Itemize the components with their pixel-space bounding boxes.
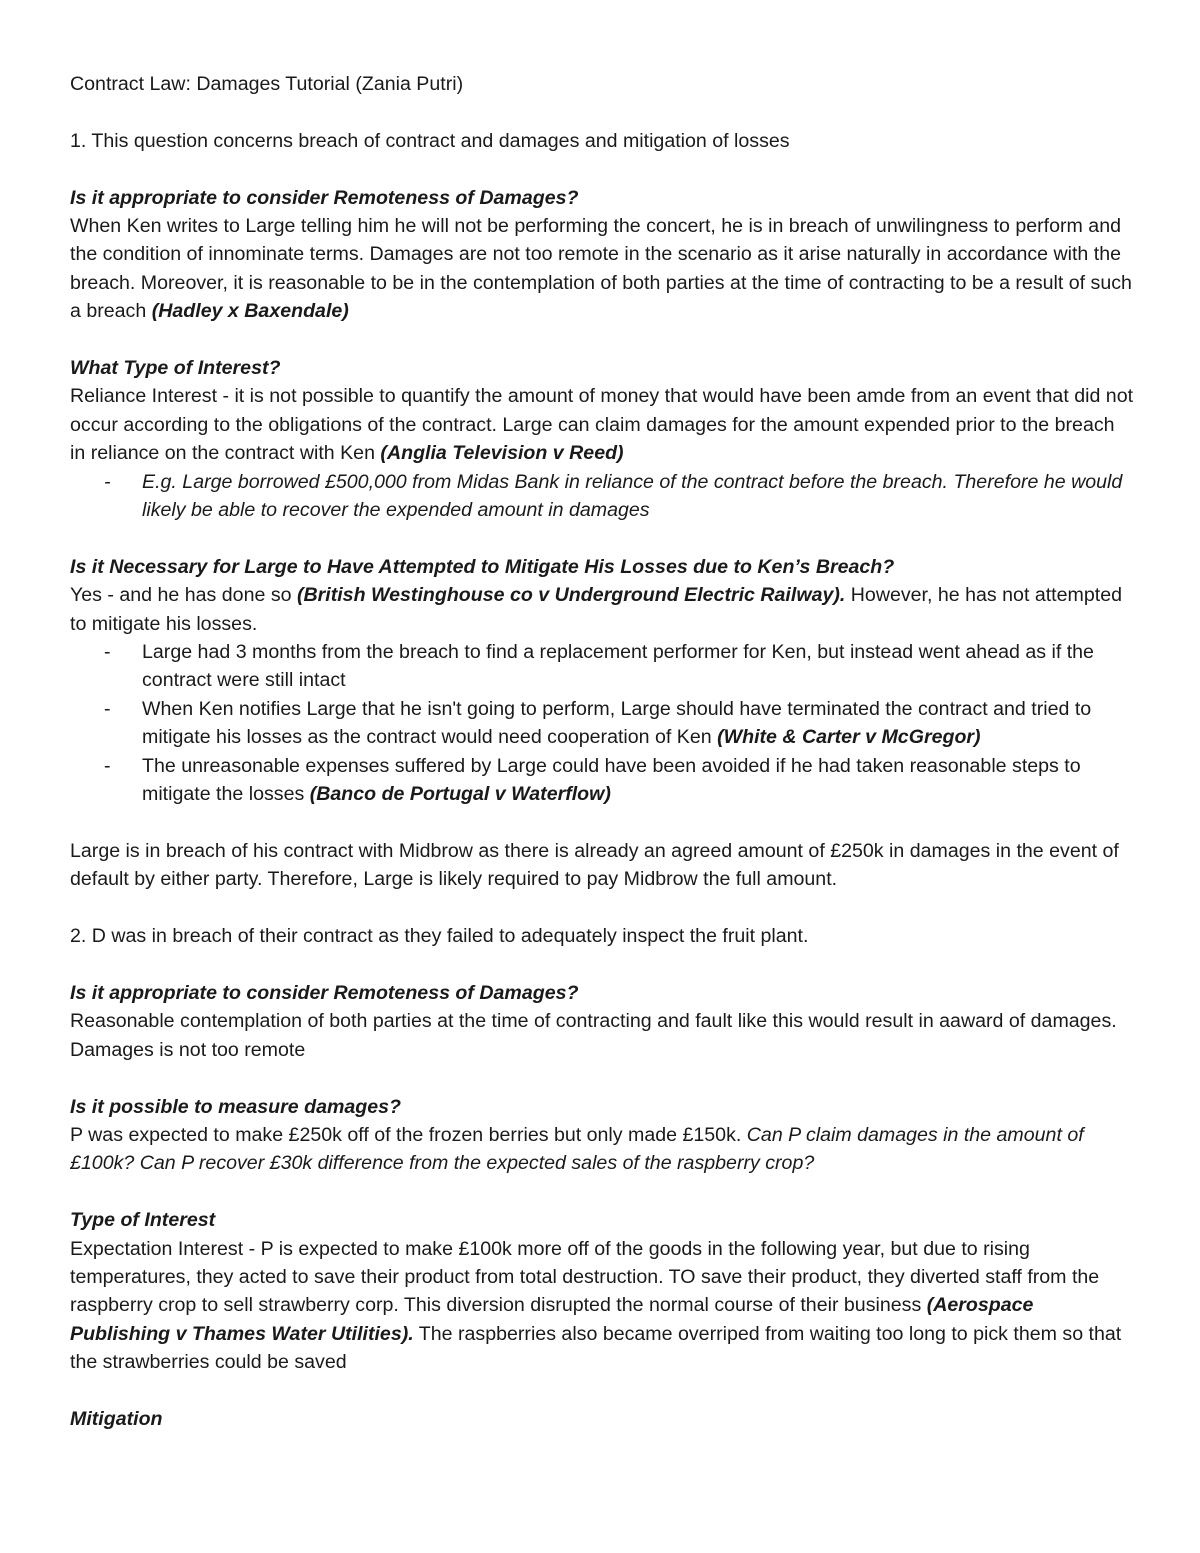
- q1-mitigation-body-start: Yes - and he has done so: [70, 584, 297, 607]
- q1-intro: 1. This question concerns breach of contract and damages and mitigation of losses: [70, 129, 790, 152]
- list-item-text: The unreasonable expenses suffered by Large could have been avoided if he had taken reasonable steps to mitigate the losses: [142, 754, 1081, 806]
- q2-mitigation-heading: Mitigation: [70, 1407, 163, 1430]
- q2-intro: 2. D was in breach of their contract as they failed to adequately inspect the fruit plant.: [70, 925, 809, 948]
- q1-interest-heading: What Type of Interest?: [70, 357, 281, 380]
- case-citation: (Hadley x Baxendale): [151, 300, 349, 323]
- case-citation: (White & Carter v McGregor): [717, 726, 981, 749]
- case-citation: (Aerospace Publishing v Thames Water Utilities).: [70, 1294, 1034, 1345]
- q2-remoteness-body: Reasonable contemplation of both parties at the time of contracting and fault like this would result in aaward of damages. Damages is not too remote: [70, 1010, 1117, 1061]
- q2-interest-heading: Type of Interest: [70, 1209, 216, 1232]
- q1-mitigation-bullets: [70, 638, 1135, 808]
- q2-measure-heading: Is it possible to measure damages?: [70, 1095, 402, 1118]
- list-item-text: Large had 3 months from the breach to find a replacement performer for Ken, but instead went ahead as if the contract were still intact: [142, 641, 1094, 692]
- q2-measure-question: Can P claim damages in the amount of £100k? Can P recover £30k difference from the expected sales of the raspberry crop?: [70, 1123, 1084, 1175]
- q1-midbrow-paragraph: Large is in breach of his contract with Midbrow as there is already an agreed amount of £250k in damages in the event of default by either party. Therefore, Large is likely required to pay Midbrow the full amount.: [70, 839, 1119, 891]
- list-item: [70, 638, 1135, 695]
- q2-interest-body-end: The raspberries also became overriped from waiting too long to pick them so that the strawberries could be saved: [70, 1322, 1122, 1374]
- q2-measure-body: P was expected to make £250k off of the frozen berries but only made £150k.: [70, 1123, 747, 1146]
- q1-remoteness-body: When Ken writes to Large telling him he will not be performing the concert, he is in breach of unwilingness to perform and the condition of innominate terms. Damages are not too remote in the scenario as it arise naturally in accordance with the breach. Moreover, it is reasonable to be in the contemplation of both parties at the time of contracting to be a result of such a breach: [70, 215, 1132, 323]
- case-citation: (Banco de Portugal v Waterflow): [309, 783, 611, 806]
- case-citation: (British Westinghouse co v Underground Electric Railway).: [296, 584, 846, 607]
- q1-mitigation-paragraph: [70, 581, 1135, 638]
- q2-interest-paragraph: [70, 1235, 1135, 1377]
- list-item: - E.g. Large borrowed £500,000 from Midas Bank in reliance of the contract before the breach. Therefore he would likely be able to recover the expended amount in damages: [70, 468, 1135, 525]
- q1-remoteness-paragraph: [70, 212, 1135, 326]
- list-item: [70, 752, 1135, 809]
- list-item: [70, 695, 1135, 752]
- q2-remoteness-heading: Is it appropriate to consider Remoteness of Damages?: [70, 981, 579, 1004]
- q1-mitigation-body-end: However, he has not attempted to mitigate his losses.: [70, 584, 1122, 635]
- q1-interest-paragraph: [70, 382, 1135, 467]
- q2-interest-body: Expectation Interest - P is expected to make £100k more off of the goods in the following year, but due to rising temperatures, they acted to save their product from total destruction. TO save their product, they diverted staff from the raspberry crop to sell strawberry corp. This diversion disrupted the normal course of their business: [70, 1237, 1100, 1317]
- case-citation: (Anglia Television v Reed): [380, 442, 624, 465]
- q2-measure-paragraph: [70, 1121, 1135, 1178]
- q1-remoteness-heading: Is it appropriate to consider Remoteness of Damages?: [70, 186, 579, 209]
- list-item-text: When Ken notifies Large that he isn't going to perform, Large should have terminated the contract and tried to mitigate his losses as the contract would need cooperation of Ken: [142, 697, 1092, 749]
- q1-interest-body: Reliance Interest - it is not possible to quantify the amount of money that would have been amde from an event that did not occur according to the obligations of the contract. Large can claim damages for the amount expended prior to the breach in reliance on the contract with Ken: [70, 385, 1134, 465]
- document-page: [70, 70, 1135, 1433]
- q1-mitigation-heading: Is it Necessary for Large to Have Attempted to Mitigate His Losses due to Ken’s Breach?: [70, 555, 895, 578]
- q1-interest-bullets: [70, 468, 1135, 525]
- document-title: Contract Law: Damages Tutorial (Zania Putri): [70, 73, 464, 95]
